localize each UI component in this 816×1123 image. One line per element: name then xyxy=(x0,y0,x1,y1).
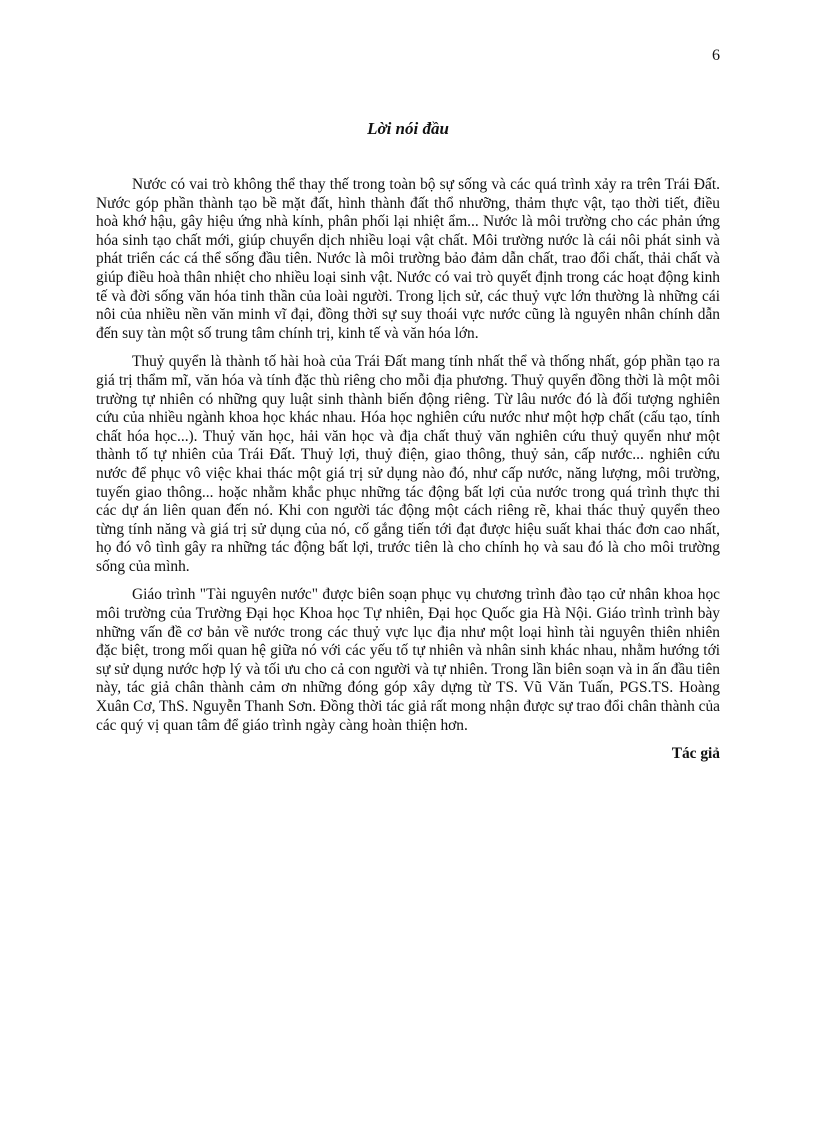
paragraph-2: Thuỷ quyển là thành tố hài hoà của Trái Đất mang tính nhất thể và thống nhất, góp phần tạo ra giá trị thẩm mĩ, văn hóa và tính đặc thù riêng cho mỗi địa phương. Thuỷ quyển đồng thời là một môi trường tự nhiên có những quy luật sinh thành biến động riêng. Từ lâu nước đó là đối tượng nghiên cứu của nhiều ngành khoa học khác nhau. Hóa học nghiên cứu nước như một hợp chất (cấu tạo, tính chất hóa học...). Thuỷ văn học, hải văn học và địa chất thuỷ văn nghiên cứu thuỷ quyển như một thành tố tự nhiên của Trái Đất. Thuỷ lợi, thuỷ điện, giao thông, thuỷ sản, cấp nước... nghiên cứu nước để phục vô việc khai thác một giá trị sử dụng nào đó, như cấp nước, năng lượng, môi trường, tuyến giao thông... hoặc nhằm khắc phục những tác động bất lợi của nước trong quá trình thực thi các dự án liên quan đến nó. Khi con người tác động một cách riêng rẽ, khai thác thuỷ quyển theo từng tính năng và giá trị sử dụng của nó, cố gắng tiến tới đạt được hiệu suất khai thác đơn cao nhất, họ đó vô tình gây ra những tác động bất lợi, trước tiên là cho chính họ và sau đó là cho môi trường sống của mình. xyxy=(96,353,720,575)
page-title: Lời nói đầu xyxy=(367,119,449,138)
preface-body xyxy=(96,176,720,764)
author-signature: Tác giả xyxy=(671,745,720,763)
page-number: 6 xyxy=(712,47,720,64)
paragraph-1: Nước có vai trò không thể thay thế trong toàn bộ sự sống và các quá trình xảy ra trên Trái Đất. Nước góp phần thành tạo bề mặt đất, hình thành đất thổ nhưỡng, thảm thực vật, tạo thời tiết, điều hoà khớ hậu, gây hiệu ứng nhà kính, phân phối lại nhiệt ẩm... Nước là môi trường cho các phản ứng hóa sinh tạo chất mới, giúp chuyển dịch nhiều loại vật chất. Môi trường nước là cái nôi phát sinh và phát triển các cá thể sống đầu tiên. Nước là môi trường bảo đảm dẫn chất, trao đổi chất, thải chất và giúp điều hoà thân nhiệt cho nhiều loại sinh vật. Nước có vai trò quyết định trong các hoạt động kinh tế và đời sống văn hóa tinh thần của loài người. Trong lịch sử, các thuỷ vực lớn thường là những cái nôi của nhiều nền văn minh vĩ đại, đồng thời sự suy thoái vực nước cũng là nguyên nhân chính dẫn đến suy tàn một số trung tâm chính trị, kinh tế và văn hóa lớn. xyxy=(96,176,720,342)
paragraph-3: Giáo trình "Tài nguyên nước" được biên soạn phục vụ chương trình đào tạo cử nhân khoa học môi trường của Trường Đại học Khoa học Tự nhiên, Đại học Quốc gia Hà Nội. Giáo trình trình bày những vấn đề cơ bản về nước trong các thuỷ vực lục địa như một loại hình tài nguyên thiên nhiên đặc biệt, trong mối quan hệ giữa nó với các yếu tố tự nhiên và nhân sinh khác nhau, nhằm hướng tới sự sử dụng nước hợp lý và tối ưu cho cả con người và tự nhiên. Trong lần biên soạn và in ấn đầu tiên này, tác giả chân thành cảm ơn những đóng góp xây dựng từ TS. Vũ Văn Tuấn, PGS.TS. Hoàng Xuân Cơ, ThS. Nguyễn Thanh Sơn. Đồng thời tác giả rất mong nhận được sự trao đổi chân thành của các quý vị quan tâm để giáo trình ngày càng hoàn thiện hơn. xyxy=(96,586,720,734)
